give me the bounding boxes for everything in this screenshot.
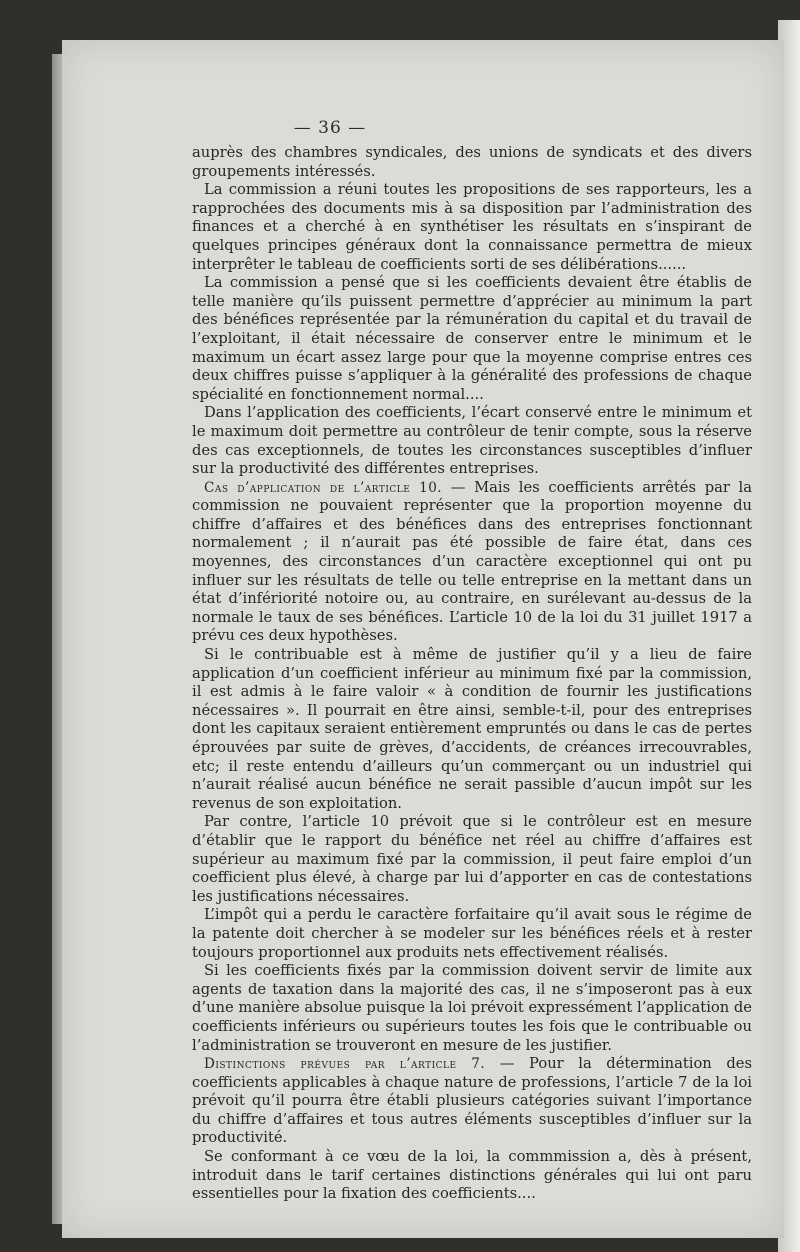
paragraph-2: La commission a réuni toutes les propositions de ses rapporteurs, les a rapprochées des documents mis à sa disposition par l’administration des finances et a cherché à en synthétiser les résultats en s’inspirant de quelques principes généraux dont la connaissance permettra de mieux interprêter le tableau de coefficients sorti de ses délibérations...... [192, 181, 752, 273]
paragraph-3: La commission a pensé que si les coefficients devaient être établis de telle manière qu’ils puissent permettre d’apprécier au minimum la part des bénéfices représentée par la rémunération du capital et du travail de l’exploitant, il était nécessaire de conserver entre le minimum et le maximum un écart assez large pour que la moyenne comprise entres ces deux chiffres puisse s’appliquer à la généralité des professions de chaque spécialité en fonctionnement normal.... [192, 274, 752, 403]
body-text [192, 144, 752, 1204]
section-heading-article-10: Cas d’application de l’article 10. [204, 479, 443, 496]
paragraph-1: auprès des chambres syndicales, des unions de syndicats et des divers groupements intéressés. [192, 144, 752, 180]
paragraph-6: Si le contribuable est à même de justifier qu’il y a lieu de faire application d’un coefficient inférieur au minimum fixé par la commission, il est admis à le faire valoir « à condition de fournir les justifications nécessaires ». Il pourrait en être ainsi, semble-t-il, pour des entreprises dont les capitaux seraient entièrement empruntés ou dans le cas de pertes éprouvées par suite de grèves, d’accidents, de créances irrecouvrables, etc; il reste entendu d’ailleurs qu’un commerçant ou un industriel qui n’aurait réalisé aucun bénéfice ne serait passible d’aucun impôt sur les revenus de son exploitation. [192, 646, 752, 812]
paragraph-10 [192, 1055, 752, 1148]
paragraph-8: L’impôt qui a perdu le caractère forfaitaire qu’il avait sous le régime de la patente doit chercher à se modeler sur les bénéfices réels et à rester toujours proportionnel aux produits nets effectivement réalisés. [192, 906, 752, 961]
paragraph-11: Se conformant à ce vœu de la loi, la commmission a, dès à présent, introduit dans le tarif certaines distinctions générales qui lui ont paru essentielles pour la fixation des coefficients.... [192, 1148, 752, 1203]
section-heading-article-7: Distinctions prévues par l’article 7. [204, 1056, 486, 1073]
paragraph-5-text: — Mais les coefficients arrêtés par la commission ne pouvaient représenter que la proportion moyenne du chiffre d’affaires et des bénéfices dans des entreprises fonctionnant normalement ; il n’aurait pas été possible de faire état, dans ces moyennes, des circonstances d’un caractère exceptionnel qui ont pu influer sur les résultats de telle ou telle entreprise en la mettant dans un état d’infériorité notoire ou, au contraire, en surélevant au-dessus de la normale le taux de ses bénéfices. L’article 10 de la loi du 31 juillet 1917 a prévu ces deux hypothèses. [192, 478, 752, 645]
paragraph-7: Par contre, l’article 10 prévoit que si le contrôleur est en mesure d’établir que le rapport du bénéfice net réel au chiffre d’affaires est supérieur au maximum fixé par la commission, il peut faire emploi d’un coefficient plus élevé, à charge par lui d’apporter en cas de contestations les justifications nécessaires. [192, 813, 752, 905]
page-number: — 36 — [293, 118, 367, 138]
paragraph-5 [192, 479, 752, 646]
paragraph-10-text: — Pour la détermination des coefficients applicables à chaque nature de professions, l’article 7 de la loi prévoit qu’il pourra être établi plusieurs catégories suivant l’importance du chiffre d’affaires et tous autres éléments susceptibles d’influer sur la productivité. [192, 1055, 752, 1147]
paragraph-9: Si les coefficients fixés par la commission doivent servir de limite aux agents de taxation dans la majorité des cas, il ne s’imposeront pas à eux d’une manière absolue puisque la loi prévoit expressément l’application de coefficients inférieurs ou supérieurs toutes les fois que le contribuable ou l’administration se trouveront en mesure de les justifier. [192, 962, 752, 1054]
paragraph-4: Dans l’application des coefficients, l’écart conservé entre le minimum et le maximum doit permettre au contrôleur de tenir compte, sous la réserve des cas exceptionnels, de toutes les circonstances susceptibles d’influer sur la productivité des différentes entreprises. [192, 404, 752, 478]
